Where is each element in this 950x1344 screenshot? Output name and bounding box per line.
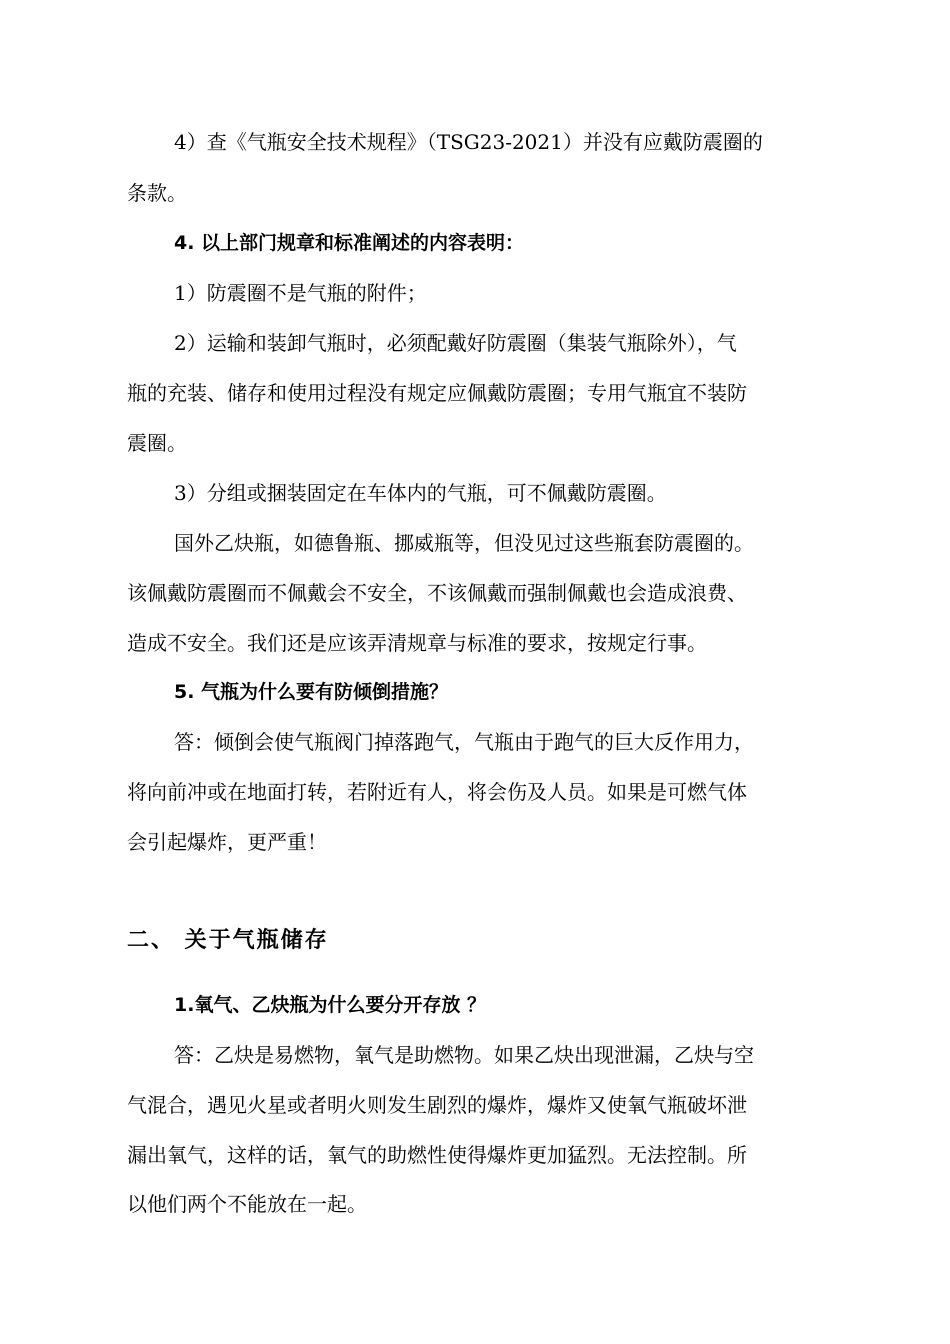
text-line-18: 答：乙炔是易燃物，氧气是助燃物。如果乙炔出现泄漏，乙炔与空: [174, 1043, 754, 1067]
text-line-1: 4）查《气瓶安全技术规程》（TSG23-2021）并没有应戴防震圈的: [174, 130, 763, 154]
section-subheading-5: 5. 气瓶为什么要有防倾倒措施？: [174, 681, 449, 703]
text-line-20: 漏出氧气，这样的话，氧气的助燃性使得爆炸更加猛烈。无法控制。所: [127, 1143, 747, 1167]
text-line-9: 国外乙炔瓶，如德鲁瓶、挪威瓶等，但没见过这些瓶套防震圈的。: [174, 531, 754, 555]
text-line-2: 条款。: [127, 181, 187, 205]
section-subheading-4: 4. 以上部门规章和标准阐述的内容表明：: [174, 232, 525, 254]
text-line-7: 震圈。: [127, 431, 187, 455]
text-line-21: 以他们两个不能放在一起。: [127, 1192, 367, 1216]
text-line-13: 答：倾倒会使气瓶阀门掉落跑气，气瓶由于跑气的巨大反作用力，: [174, 730, 754, 754]
text-line-4: 1）防震圈不是气瓶的附件；: [174, 281, 427, 305]
section-heading-2: 二、 关于气瓶储存: [127, 928, 329, 953]
text-line-8: 3）分组或捆装固定在车体内的气瓶，可不佩戴防震圈。: [174, 481, 667, 505]
section-subheading-2-1: 1.氧气、乙炔瓶为什么要分开存放 ？: [174, 994, 487, 1016]
text-line-6: 瓶的充装、储存和使用过程没有规定应佩戴防震圈；专用气瓶宜不装防: [127, 381, 747, 405]
text-line-19: 气混合，遇见火星或者明火则发生剧烈的爆炸，爆炸又使氧气瓶破坏泄: [127, 1093, 747, 1117]
text-line-11: 造成不安全。我们还是应该弄清规章与标准的要求，按规定行事。: [127, 631, 707, 655]
text-line-5: 2）运输和装卸气瓶时，必须配戴好防震圈（集装气瓶除外），气: [174, 331, 737, 355]
text-line-14: 将向前冲或在地面打转，若附近有人，将会伤及人员。如果是可燃气体: [127, 780, 747, 804]
text-line-15: 会引起爆炸，更严重！: [127, 830, 327, 854]
text-line-10: 该佩戴防震圈而不佩戴会不安全，不该佩戴而强制佩戴也会造成浪费、: [127, 581, 747, 605]
